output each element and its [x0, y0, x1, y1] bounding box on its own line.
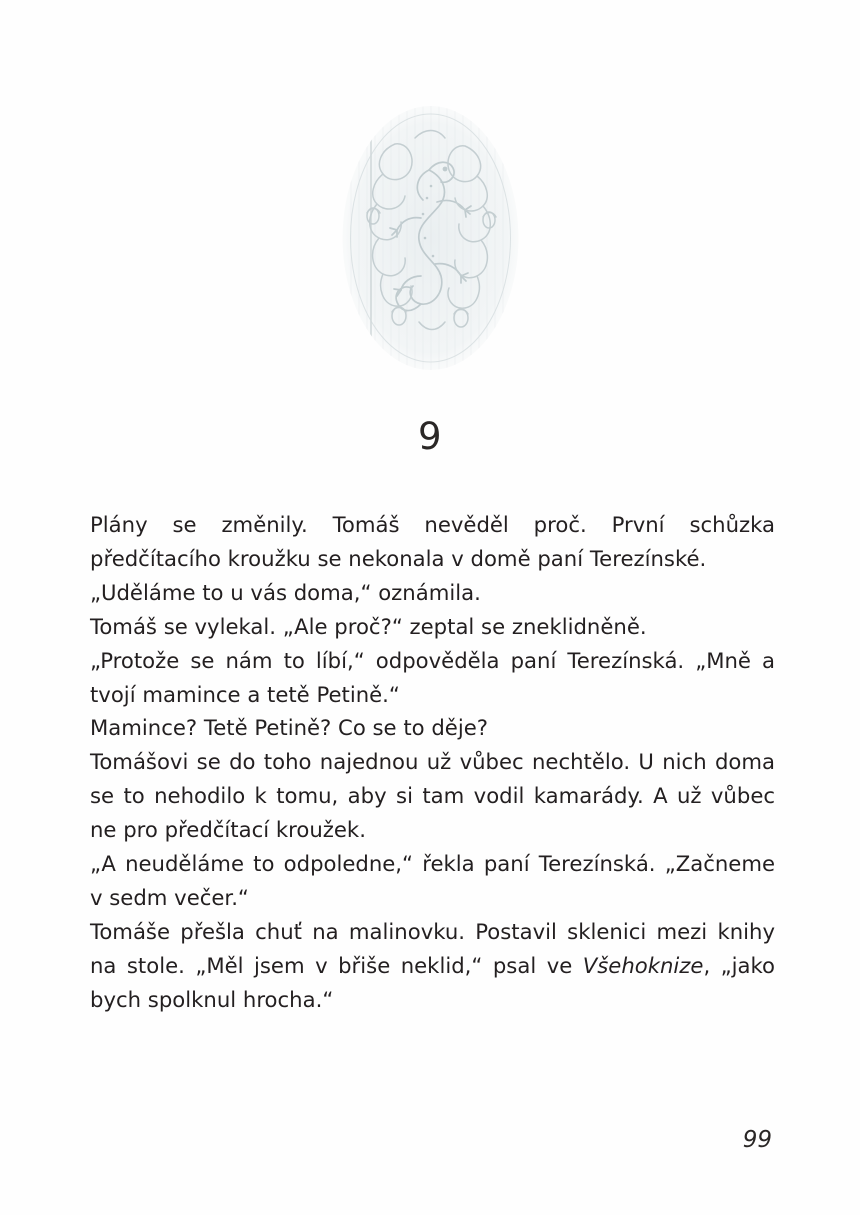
paragraph: Tomášovi se do toho najednou už vůbec nechtělo. U nich doma se to nehodilo k tomu, aby si tam vodil kamarády. A už vůbec ne pro předčítací kroužek.: [90, 749, 775, 843]
body-text: [90, 508, 775, 1017]
oval-lizard-ornament-icon: [333, 98, 528, 378]
paragraph-text-part: , „jako bych spolknul hrocha.“: [90, 952, 775, 1012]
paragraph: „Uděláme to u vás doma,“ oznámila.: [90, 579, 481, 605]
chapter-illustration: [0, 90, 860, 385]
book-title-italic: Všehoknize: [582, 952, 704, 978]
paragraph: „A neuděláme to odpoledne,“ řekla paní Terezínská. „Začneme v sedm večer.“: [90, 851, 775, 910]
page-number: 99: [742, 1127, 772, 1153]
paragraph: Plány se změnily. Tomáš nevěděl proč. První schůzka předčítacího kroužku se nekonala v domě paní Terezínské.: [90, 512, 775, 571]
paragraph-with-italic-title: [90, 915, 775, 1017]
chapter-number: 9: [417, 415, 443, 458]
paragraph: Tomáš se vylekal. „Ale proč?“ zeptal se zneklidněně.: [90, 613, 647, 639]
paragraph: „Protože se nám to líbí,“ odpověděla paní Terezínská. „Mně a tvojí mamince a tetě Petině.“: [90, 647, 775, 707]
paragraph: Mamince? Tetě Petině? Co se to děje?: [90, 715, 488, 741]
paragraph-text-part: Tomáše přešla chuť na malinovku. Postavil sklenici mezi knihy na stole. „Měl jsem v břiše neklid,“ psal ve: [90, 918, 775, 978]
